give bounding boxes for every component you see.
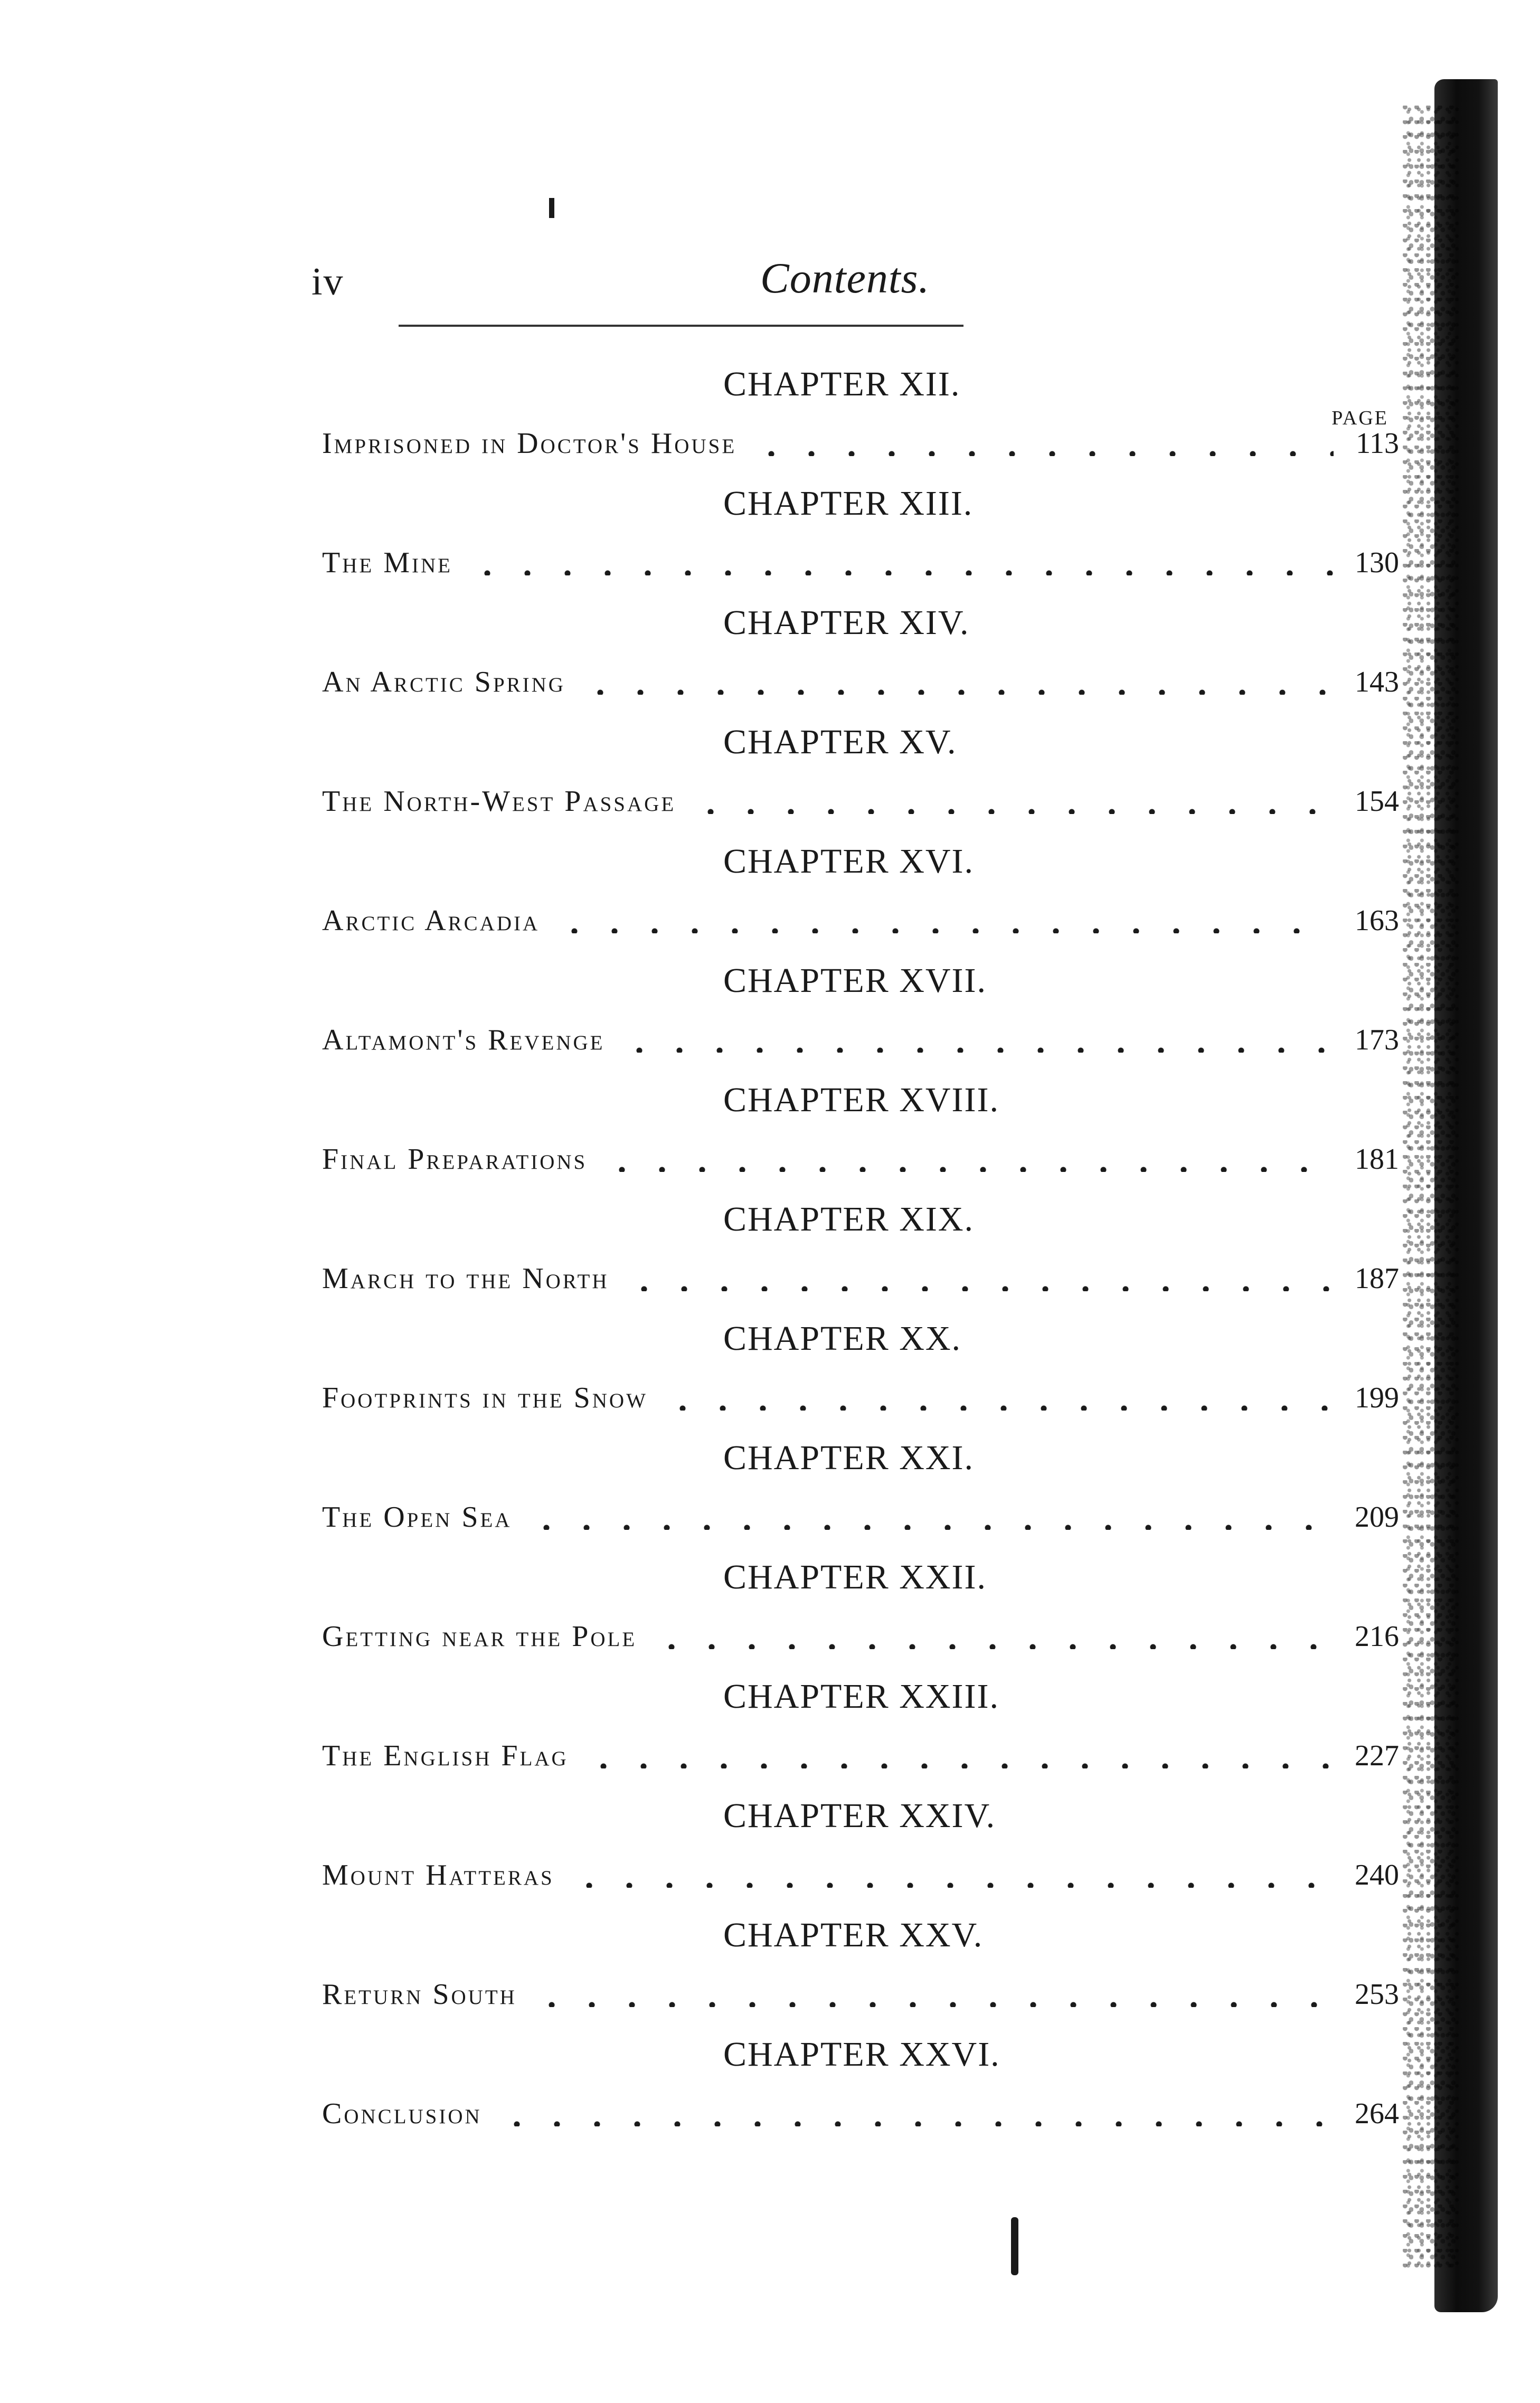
chapter-heading: CHAPTER XXVI. bbox=[723, 2035, 1000, 2074]
toc-entry bbox=[322, 603, 1399, 722]
toc-entry bbox=[322, 1199, 1399, 1319]
dot-leader bbox=[497, 2121, 1334, 2126]
toc-entry bbox=[322, 1796, 1399, 1915]
toc-entry bbox=[322, 722, 1399, 841]
chapter-title: Mount Hatteras bbox=[322, 1859, 554, 1891]
toc-entry bbox=[322, 1080, 1399, 1199]
dot-leader bbox=[532, 2002, 1334, 2007]
chapter-page-number: 199 bbox=[1355, 1382, 1399, 1414]
chapter-heading: CHAPTER XXIV. bbox=[723, 1796, 996, 1835]
chapter-page-number: 187 bbox=[1355, 1262, 1399, 1295]
chapter-heading: CHAPTER XIV. bbox=[723, 603, 970, 642]
chapter-title: Altamont's Revenge bbox=[322, 1024, 605, 1056]
chapter-heading: CHAPTER XXII. bbox=[723, 1558, 987, 1596]
toc-line bbox=[322, 2097, 1399, 2139]
header-rule bbox=[399, 325, 963, 327]
chapter-title: Conclusion bbox=[322, 2097, 482, 2130]
chapter-heading: CHAPTER XXIII. bbox=[723, 1677, 999, 1716]
toc-entry bbox=[322, 1438, 1399, 1557]
chapter-heading: CHAPTER XIX. bbox=[723, 1200, 975, 1238]
running-head bbox=[311, 253, 998, 317]
chapter-heading: CHAPTER XVII. bbox=[723, 961, 987, 1000]
page-number: iv bbox=[311, 260, 344, 304]
chapter-title: The North-West Passage bbox=[322, 785, 676, 818]
toc-line bbox=[322, 427, 1399, 469]
dot-leader bbox=[554, 928, 1334, 933]
dot-leader bbox=[619, 1047, 1334, 1053]
chapter-page-number: 143 bbox=[1355, 666, 1399, 698]
ink-mark bbox=[549, 198, 554, 218]
toc-entry bbox=[322, 1677, 1399, 1796]
dot-leader bbox=[526, 1525, 1334, 1530]
toc-line bbox=[322, 784, 1399, 827]
chapter-title: Arctic Arcadia bbox=[322, 904, 540, 937]
toc-line bbox=[322, 1142, 1399, 1185]
toc-entry bbox=[322, 1915, 1399, 2035]
chapter-page-number: 209 bbox=[1355, 1501, 1399, 1534]
dot-leader bbox=[602, 1167, 1334, 1172]
dot-leader bbox=[569, 1882, 1334, 1888]
page-title: Contents. bbox=[760, 254, 930, 302]
scan-speckle bbox=[1403, 106, 1461, 2270]
chapter-title: Imprisoned in Doctor's House bbox=[322, 427, 737, 460]
toc-line bbox=[322, 546, 1399, 588]
toc-entry bbox=[322, 841, 1399, 961]
dot-leader bbox=[751, 451, 1334, 456]
chapter-title: Final Preparations bbox=[322, 1143, 588, 1176]
chapter-page-number: 163 bbox=[1355, 904, 1399, 937]
toc-line bbox=[322, 1620, 1399, 1662]
toc-line bbox=[322, 1858, 1399, 1900]
toc-entry bbox=[322, 1557, 1399, 1677]
dot-leader bbox=[651, 1644, 1334, 1649]
toc-entry bbox=[322, 484, 1399, 603]
chapter-heading: CHAPTER XX. bbox=[723, 1319, 962, 1358]
toc-line bbox=[322, 665, 1399, 707]
chapter-page-number: 264 bbox=[1355, 2097, 1399, 2130]
ink-mark bbox=[1011, 2217, 1018, 2275]
chapter-title: An Arctic Spring bbox=[322, 666, 565, 698]
chapter-page-number: 240 bbox=[1355, 1859, 1399, 1891]
chapter-page-number: 253 bbox=[1355, 1978, 1399, 2011]
chapter-page-number: 154 bbox=[1355, 785, 1399, 818]
chapter-page-number: 227 bbox=[1355, 1739, 1399, 1772]
toc-line bbox=[322, 1381, 1399, 1423]
chapter-heading: CHAPTER XIII. bbox=[723, 484, 974, 523]
chapter-heading: CHAPTER XVIII. bbox=[723, 1081, 999, 1119]
dot-leader bbox=[583, 1763, 1334, 1768]
toc-line bbox=[322, 1739, 1399, 1781]
dot-leader bbox=[580, 689, 1334, 695]
chapter-heading: CHAPTER XXV. bbox=[723, 1916, 984, 1954]
chapter-page-number: 181 bbox=[1355, 1143, 1399, 1176]
toc-line bbox=[322, 904, 1399, 946]
chapter-heading: CHAPTER XXI. bbox=[723, 1439, 975, 1477]
toc-entry bbox=[322, 364, 1399, 484]
dot-leader bbox=[691, 809, 1334, 814]
dot-leader bbox=[624, 1286, 1334, 1291]
chapter-title: Getting near the Pole bbox=[322, 1620, 637, 1653]
page-column-label: PAGE bbox=[1331, 407, 1388, 429]
chapter-page-number: 173 bbox=[1355, 1024, 1399, 1056]
chapter-title: Return South bbox=[322, 1978, 517, 2011]
toc-entry bbox=[322, 2035, 1399, 2154]
toc-line bbox=[322, 1023, 1399, 1065]
toc-line bbox=[322, 1500, 1399, 1543]
toc-entry bbox=[322, 961, 1399, 1080]
chapter-page-number: 113 bbox=[1356, 427, 1399, 460]
toc-line bbox=[322, 1978, 1399, 2020]
chapter-heading: CHAPTER XVI. bbox=[723, 842, 975, 881]
dot-leader bbox=[467, 570, 1334, 575]
chapter-heading: CHAPTER XII. bbox=[723, 365, 961, 403]
dot-leader bbox=[663, 1405, 1334, 1411]
chapter-title: The Open Sea bbox=[322, 1501, 512, 1534]
toc-entry bbox=[322, 1319, 1399, 1438]
chapter-heading: CHAPTER XV. bbox=[723, 723, 957, 761]
chapter-title: March to the North bbox=[322, 1262, 609, 1295]
chapter-page-number: 130 bbox=[1355, 546, 1399, 579]
chapter-title: The Mine bbox=[322, 546, 452, 579]
chapter-title: Footprints in the Snow bbox=[322, 1382, 648, 1414]
chapter-page-number: 216 bbox=[1355, 1620, 1399, 1653]
toc-line bbox=[322, 1262, 1399, 1304]
chapter-title: The English Flag bbox=[322, 1739, 569, 1772]
